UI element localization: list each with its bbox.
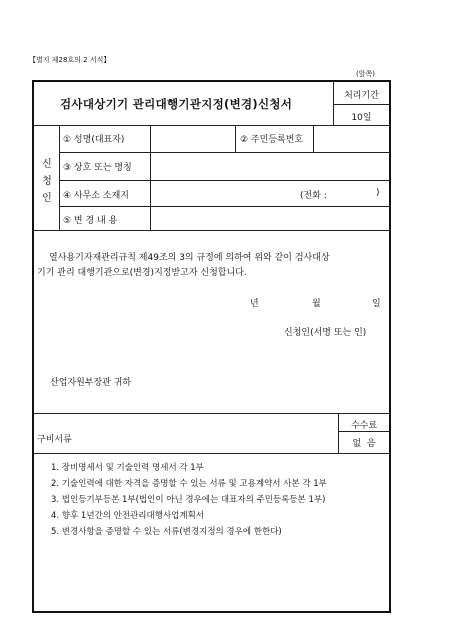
company-name-field[interactable] — [151, 154, 388, 178]
document-item-5: 5. 변경사항을 증명할 수 있는 서류(변경지정의 경우에 한한다) — [51, 527, 282, 537]
applicant-side-label: 신 청 인 — [42, 159, 52, 204]
document-item-1: 1. 장비명세서 및 기술인력 명세서 각 1부 — [51, 463, 204, 473]
statement-line-2: 기기 관리 대행기관으로(변경)지정받고자 신청합니다. — [37, 268, 247, 278]
date-year-label: 년 — [250, 299, 259, 309]
date-month-label: 월 — [312, 299, 321, 309]
document-item-4: 4. 향후 1년간의 안전관리대행사업계획서 — [51, 511, 205, 521]
change-details-field[interactable] — [151, 208, 388, 228]
processing-divider — [333, 104, 389, 105]
office-address-field[interactable] — [151, 182, 296, 204]
document-item-2: 2. 기술인력에 대한 자격을 증명할 수 있는 서류 및 고용계약서 사본 각 1부 — [51, 479, 327, 489]
title-bottom-rule — [33, 125, 390, 126]
phone-close: ) — [376, 188, 380, 198]
processing-period-label: 처리기간 — [344, 91, 379, 101]
applicant-signature-label: 신청인(서명 또는 인) — [284, 328, 367, 338]
annex-label: 【별지 제28호의 2 서식】 — [29, 56, 111, 64]
fee-label: 수수료 — [350, 421, 378, 431]
fee-value: 없 음 — [352, 439, 376, 449]
phone-label: (전화 : — [300, 191, 327, 201]
change-details-label: ⑤ 변 경 내 용 — [63, 216, 118, 226]
front-side-label: (앞쪽) — [356, 70, 375, 78]
required-documents-label: 구비서류 — [37, 435, 72, 445]
statement-line-1: 열사용기자재관리규칙 제49조의 3의 규정에 의하여 위와 같이 검사대상 — [49, 253, 330, 263]
id-number-field[interactable] — [314, 127, 388, 149]
recipient-label: 산업자원부장관 귀하 — [50, 378, 132, 388]
name-field[interactable] — [151, 127, 234, 149]
company-name-label: ③ 상호 또는 명칭 — [63, 163, 132, 173]
form-title: 검사대상기기 관리대행기관지정(변경)신청서 — [60, 97, 293, 111]
document-item-3: 3. 법인등기부등본 1부(법인이 아닌 경우에는 대표자의 주민등록등본 1부) — [51, 495, 326, 505]
id-number-label: ② 주민등록번호 — [240, 135, 304, 145]
office-address-label: ④ 사무소 소재지 — [63, 191, 129, 201]
date-day-label: 일 — [372, 299, 381, 309]
processing-period-value: 10일 — [351, 113, 372, 123]
name-label: ① 성명(대표자) — [63, 135, 125, 145]
